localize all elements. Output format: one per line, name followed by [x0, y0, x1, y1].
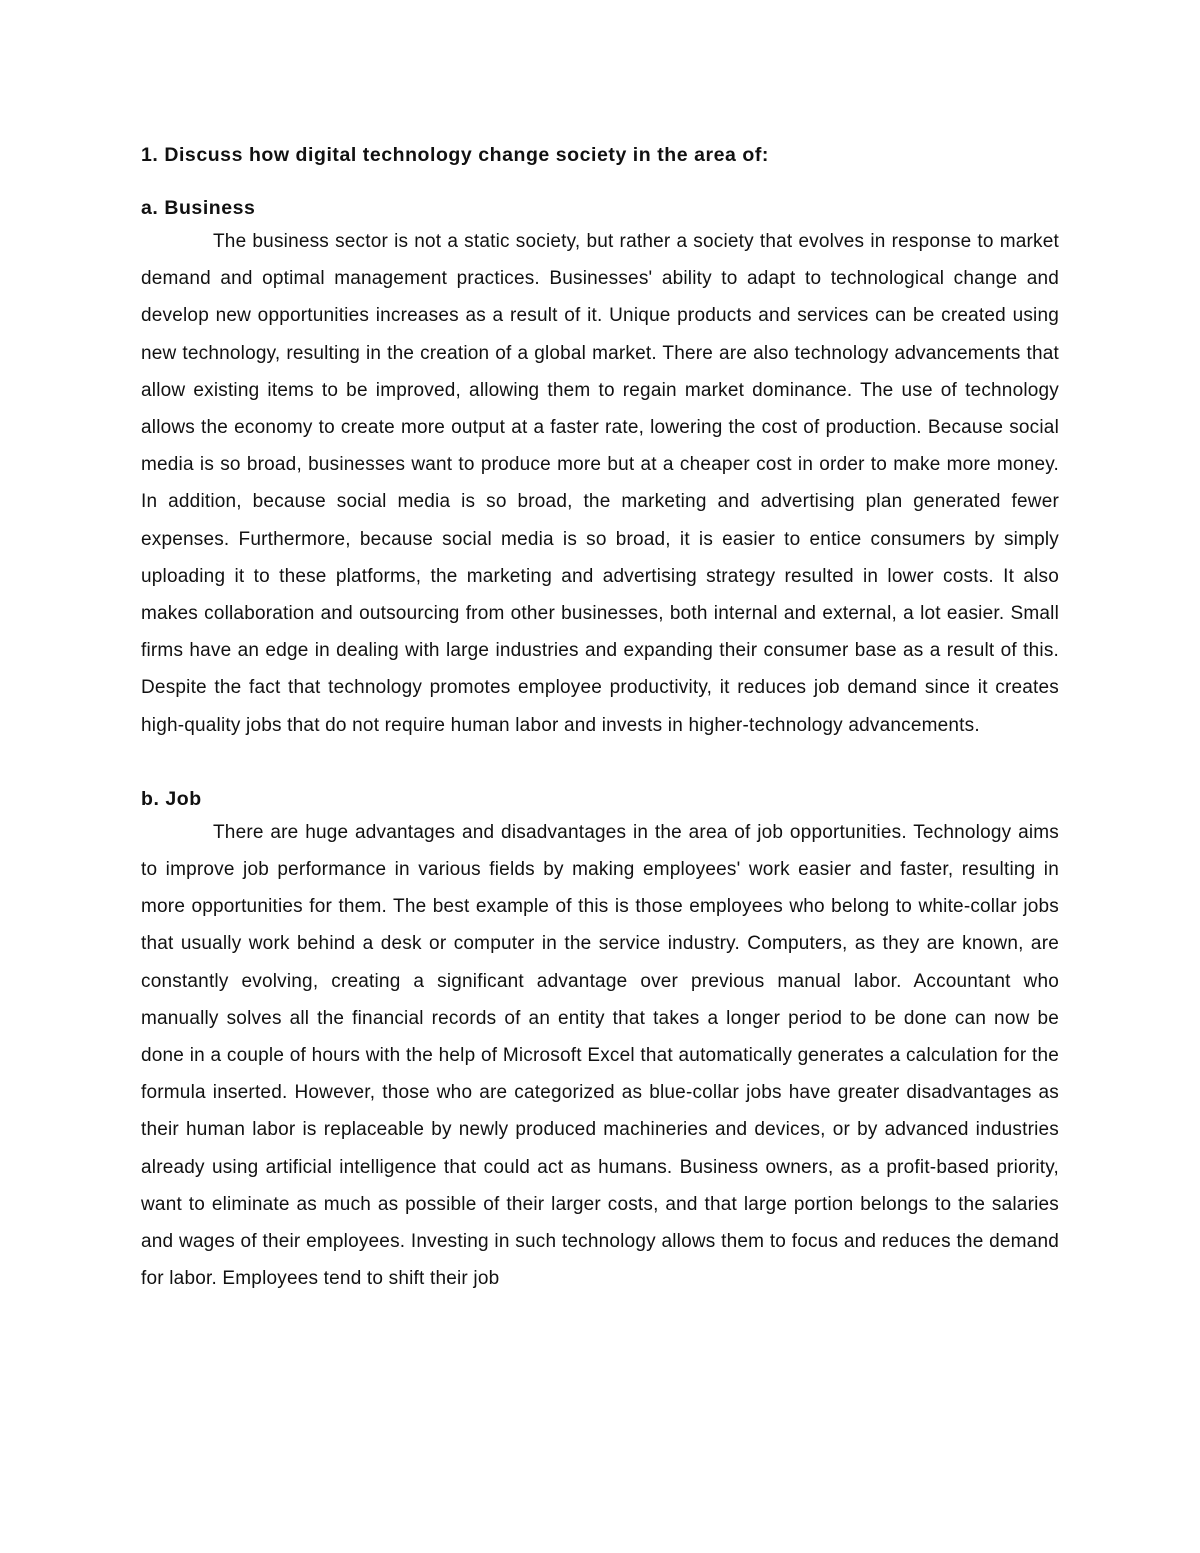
- question-title: 1. Discuss how digital technology change society in the area of:: [141, 144, 769, 166]
- section-body-job: There are huge advantages and disadvantages in the area of job opportunities. Technology aims to improve job performance in various fields by making employees' work easier and faster, resulting in more opportunities for them. The best example of this is those employees who belong to white-collar jobs that usually work behind a desk or computer in the service industry. Computers, as they are known, are constantly evolving, creating a significant advantage over previous manual labor. Accountant who manually solves all the financial records of an entity that takes a longer period to be done can now be done in a couple of hours with the help of Microsoft Excel that automatically generates a calculation for the formula inserted. However, those who are categorized as blue-collar jobs have greater disadvantages as their human labor is replaceable by newly produced machineries and devices, or by advanced industries already using artificial intelligence that could act as humans. Business owners, as a profit-based priority, want to eliminate as much as possible of their larger costs, and that large portion belongs to the salaries and wages of their employees. Investing in such technology allows them to focus and reduces the demand for labor. Employees tend to shift their job: [141, 821, 1059, 1290]
- section-heading-business: a. Business: [141, 197, 256, 219]
- section-body-business: The business sector is not a static society, but rather a society that evolves in response to market demand and optimal management practices. Businesses' ability to adapt to technological change and develop new opportunities increases as a result of it. Unique products and services can be created using new technology, resulting in the creation of a global market. There are also technology advancements that allow existing items to be improved, allowing them to regain market dominance. The use of technology allows the economy to create more output at a faster rate, lowering the cost of production. Because social media is so broad, businesses want to produce more but at a cheaper cost in order to make more money. In addition, because social media is so broad, the marketing and advertising plan generated fewer expenses. Furthermore, because social media is so broad, it is easier to entice consumers by simply uploading it to these platforms, the marketing and advertising strategy resulted in lower costs. It also makes collaboration and outsourcing from other businesses, both internal and external, a lot easier. Small firms have an edge in dealing with large industries and expanding their consumer base as a result of this. Despite the fact that technology promotes employee productivity, it reduces job demand since it creates high-quality jobs that do not require human labor and invests in higher-technology advancements.: [141, 231, 1059, 736]
- section-heading-job: b. Job: [141, 787, 202, 810]
- document-content: [141, 140, 1059, 1297]
